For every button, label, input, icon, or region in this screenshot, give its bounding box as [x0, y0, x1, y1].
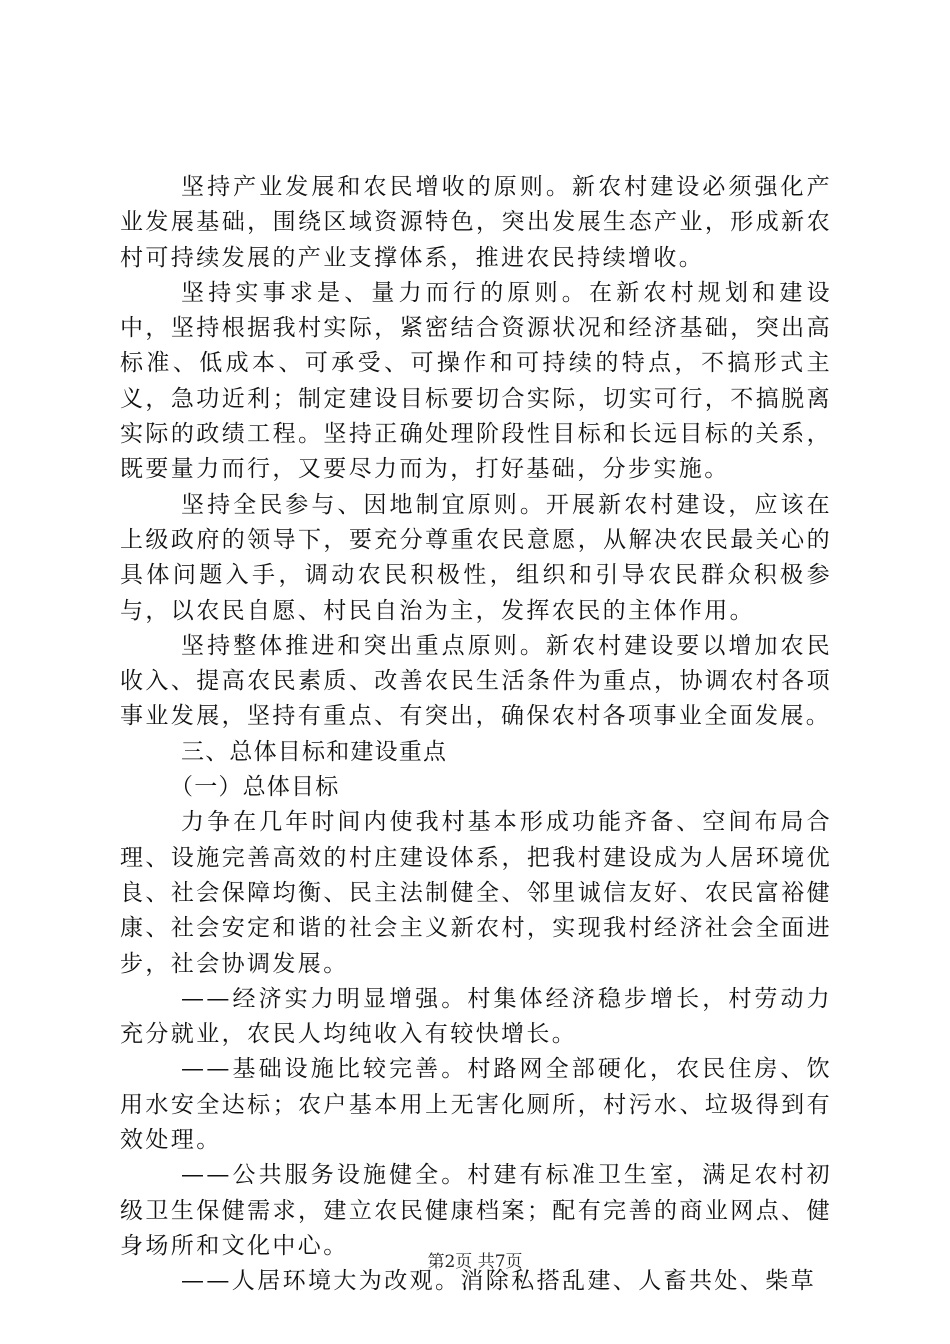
page-number-footer: 第2页 共7页	[427, 1252, 523, 1272]
paragraph-goal-infrastructure: ——基础设施比较完善。村路网全部硬化，农民住房、饮用水安全达标；农户基本用上无害化厕所，村污水、垃圾得到有效处理。	[120, 1056, 832, 1154]
section-heading: 三、总体目标和建设重点	[181, 738, 448, 765]
subsection-heading: （一）总体目标	[170, 774, 340, 801]
document-body	[120, 170, 832, 1300]
paragraph-overall-principle: 坚持整体推进和突出重点原则。新农村建设要以增加农民收入、提高农民素质、改善农民生活条件为重点，协调农村各项事业发展，坚持有重点、有突出，确保农村各项事业全面发展。	[120, 632, 832, 730]
paragraph-realistic-principle: 坚持实事求是、量力而行的原则。在新农村规划和建设中，坚持根据我村实际，紧密结合资源状况和经济基础，突出高标准、低成本、可承受、可操作和可持续的特点，不搞形式主义，急功近利；制定建设目标要切合实际，切实可行，不搞脱离实际的政绩工程。坚持正确处理阶段性目标和长远目标的关系，既要量力而行，又要尽力而为，打好基础，分步实施。	[120, 279, 832, 483]
paragraph-participation-principle: 坚持全民参与、因地制宜原则。开展新农村建设，应该在上级政府的领导下，要充分尊重农民意愿，从解决农民最关心的具体问题入手，调动农民积极性，组织和引导农民群众积极参与，以农民自愿、村民自治为主，发挥农民的主体作用。	[120, 491, 832, 624]
paragraph-industry-principle: 坚持产业发展和农民增收的原则。新农村建设必须强化产业发展基础，围绕区域资源特色，突出发展生态产业，形成新农村可持续发展的产业支撑体系，推进农民持续增收。	[120, 174, 832, 271]
paragraph-overall-goal: 力争在几年时间内使我村基本形成功能齐备、空间布局合理、设施完善高效的村庄建设体系，把我村建设成为人居环境优良、社会保障均衡、民主法制健全、邻里诚信友好、农民富裕健康、社会安定和谐的社会主义新农村，实现我村经济社会全面进步，社会协调发展。	[120, 809, 832, 977]
paragraph-goal-economy: ——经济实力明显增强。村集体经济稳步增长，村劳动力充分就业，农民人均纯收入有较快增长。	[120, 985, 832, 1048]
paragraph-goal-living-environment: ——人居环境大为改观。消除私搭乱建、人畜共处、柴草	[181, 1268, 816, 1295]
paragraph-goal-public-services: ——公共服务设施健全。村建有标准卫生室，满足农村初级卫生保健需求，建立农民健康档案；配有完善的商业网点、健身场所和文化中心。	[120, 1162, 832, 1259]
